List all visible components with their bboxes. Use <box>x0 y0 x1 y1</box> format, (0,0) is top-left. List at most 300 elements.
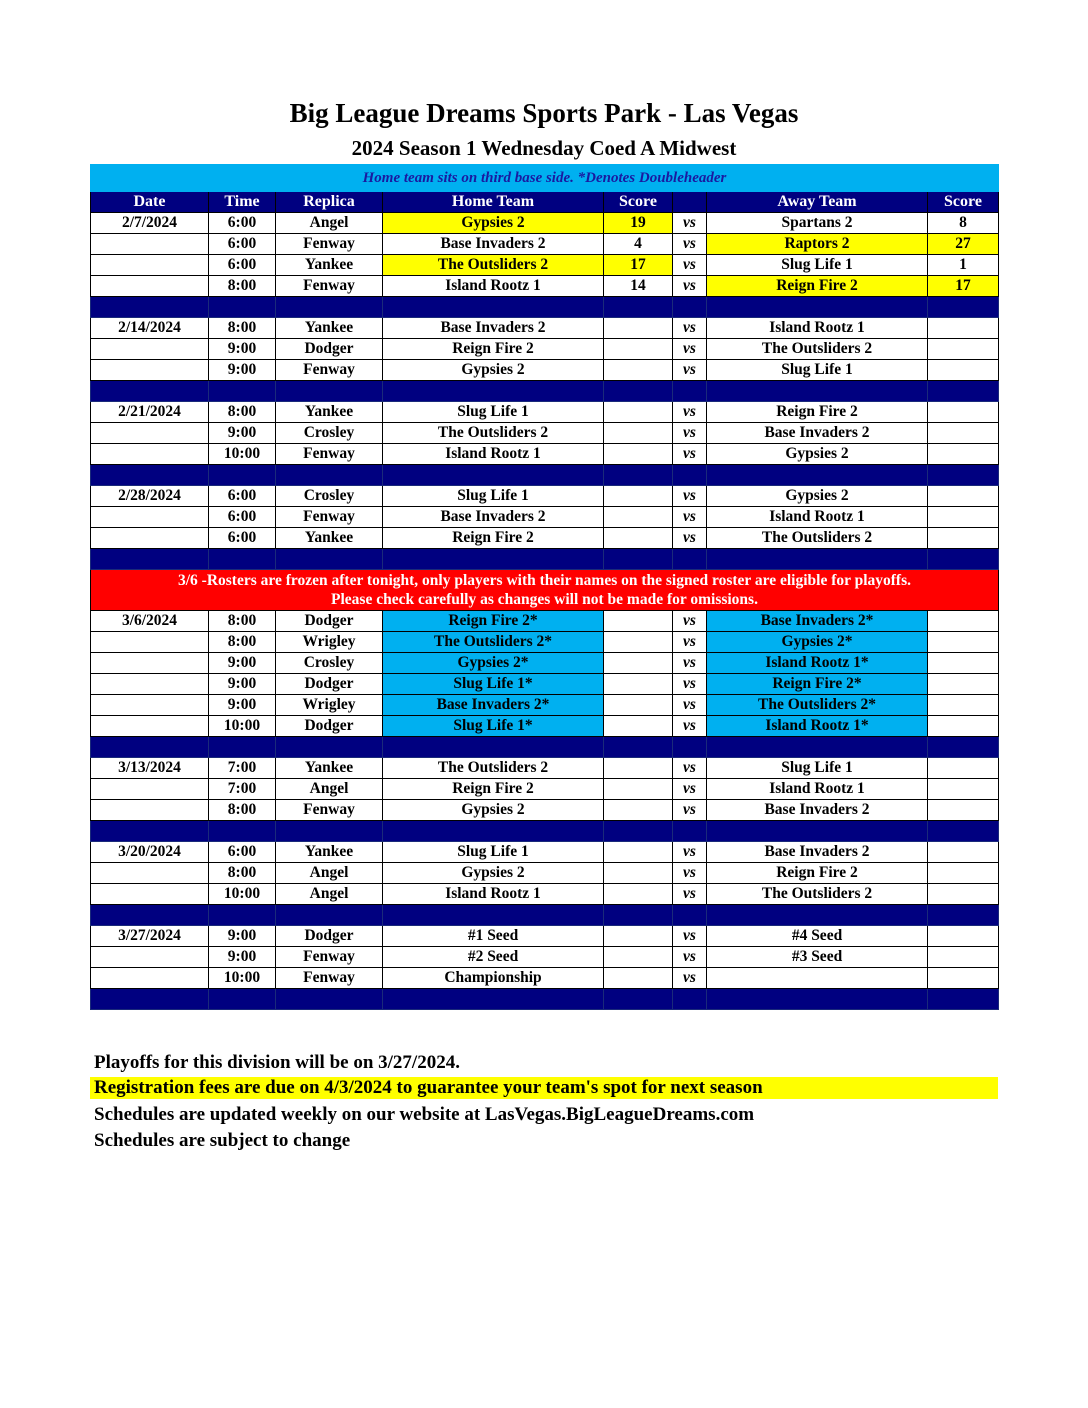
home-score: 19 <box>604 213 673 234</box>
separator-cell <box>209 297 276 318</box>
game-date <box>91 716 209 737</box>
separator-cell <box>673 821 707 842</box>
away-score <box>928 695 999 716</box>
away-team: Slug Life 1 <box>707 758 928 779</box>
away-score <box>928 968 999 989</box>
separator-cell <box>707 737 928 758</box>
game-row <box>91 528 999 549</box>
game-field: Dodger <box>276 926 383 947</box>
away-team: Reign Fire 2 <box>707 863 928 884</box>
away-score <box>928 402 999 423</box>
game-row <box>91 318 999 339</box>
separator-cell <box>383 821 604 842</box>
week-separator <box>91 905 999 926</box>
separator-cell <box>209 737 276 758</box>
game-date <box>91 674 209 695</box>
home-team: Gypsies 2 <box>383 213 604 234</box>
week-separator <box>91 465 999 486</box>
game-row <box>91 674 999 695</box>
separator-cell <box>276 905 383 926</box>
home-score <box>604 800 673 821</box>
away-score <box>928 884 999 905</box>
separator-cell <box>707 381 928 402</box>
away-team: Slug Life 1 <box>707 360 928 381</box>
separator-cell <box>91 989 209 1010</box>
away-team: Reign Fire 2 <box>707 402 928 423</box>
game-time: 9:00 <box>209 360 276 381</box>
col-away-score: Score <box>928 192 999 213</box>
game-row <box>91 255 999 276</box>
home-team: Base Invaders 2 <box>383 234 604 255</box>
home-team: Reign Fire 2 <box>383 528 604 549</box>
home-score <box>604 716 673 737</box>
separator-cell <box>276 737 383 758</box>
game-time: 9:00 <box>209 653 276 674</box>
home-score <box>604 695 673 716</box>
away-team: Base Invaders 2 <box>707 800 928 821</box>
separator-cell <box>209 905 276 926</box>
home-score: 14 <box>604 276 673 297</box>
col-away-team: Away Team <box>707 192 928 213</box>
away-score <box>928 632 999 653</box>
game-field: Fenway <box>276 444 383 465</box>
away-score <box>928 444 999 465</box>
game-field: Angel <box>276 863 383 884</box>
col-vs <box>673 192 707 213</box>
away-score: 1 <box>928 255 999 276</box>
week-separator <box>91 549 999 570</box>
game-row <box>91 276 999 297</box>
game-field: Wrigley <box>276 695 383 716</box>
game-date <box>91 507 209 528</box>
home-score <box>604 968 673 989</box>
game-field: Yankee <box>276 318 383 339</box>
separator-cell <box>276 989 383 1010</box>
game-date <box>91 653 209 674</box>
game-time: 9:00 <box>209 695 276 716</box>
week-separator <box>91 737 999 758</box>
separator-cell <box>91 905 209 926</box>
home-team: Gypsies 2 <box>383 863 604 884</box>
away-team: Base Invaders 2* <box>707 611 928 632</box>
separator-cell <box>276 465 383 486</box>
game-field: Fenway <box>276 800 383 821</box>
away-team: Raptors 2 <box>707 234 928 255</box>
away-team: Spartans 2 <box>707 213 928 234</box>
game-date: 3/27/2024 <box>91 926 209 947</box>
separator-cell <box>707 821 928 842</box>
away-score <box>928 674 999 695</box>
separator-cell <box>276 297 383 318</box>
away-team: Island Rootz 1 <box>707 779 928 800</box>
game-row <box>91 213 999 234</box>
home-score <box>604 486 673 507</box>
footer-playoffs: Playoffs for this division will be on 3/27/2024. <box>94 1052 460 1073</box>
vs-label: vs <box>673 402 707 423</box>
away-score <box>928 360 999 381</box>
game-field: Wrigley <box>276 632 383 653</box>
game-row <box>91 402 999 423</box>
col-home-score: Score <box>604 192 673 213</box>
separator-cell <box>707 905 928 926</box>
vs-label: vs <box>673 507 707 528</box>
game-date <box>91 423 209 444</box>
col-home-team: Home Team <box>383 192 604 213</box>
game-field: Angel <box>276 884 383 905</box>
separator-cell <box>707 989 928 1010</box>
game-time: 6:00 <box>209 213 276 234</box>
away-team: Island Rootz 1 <box>707 507 928 528</box>
home-score <box>604 863 673 884</box>
game-row <box>91 779 999 800</box>
separator-cell <box>91 297 209 318</box>
game-date <box>91 968 209 989</box>
away-team: Reign Fire 2* <box>707 674 928 695</box>
game-time: 8:00 <box>209 318 276 339</box>
away-score <box>928 863 999 884</box>
game-date: 2/7/2024 <box>91 213 209 234</box>
separator-cell <box>604 737 673 758</box>
separator-cell <box>91 821 209 842</box>
home-team: Reign Fire 2 <box>383 339 604 360</box>
game-field: Fenway <box>276 507 383 528</box>
game-date <box>91 255 209 276</box>
away-score: 27 <box>928 234 999 255</box>
game-time: 8:00 <box>209 276 276 297</box>
separator-cell <box>276 549 383 570</box>
separator-cell <box>604 381 673 402</box>
home-team: The Outsliders 2* <box>383 632 604 653</box>
vs-label: vs <box>673 800 707 821</box>
game-time: 6:00 <box>209 255 276 276</box>
separator-cell <box>383 297 604 318</box>
separator-cell <box>276 381 383 402</box>
separator-cell <box>928 737 999 758</box>
vs-label: vs <box>673 528 707 549</box>
home-team: Base Invaders 2* <box>383 695 604 716</box>
home-score <box>604 360 673 381</box>
home-score <box>604 507 673 528</box>
game-time: 10:00 <box>209 444 276 465</box>
home-team: Reign Fire 2* <box>383 611 604 632</box>
away-score <box>928 716 999 737</box>
away-team: Island Rootz 1* <box>707 653 928 674</box>
home-score <box>604 653 673 674</box>
game-row <box>91 863 999 884</box>
home-team: Slug Life 1 <box>383 486 604 507</box>
game-row <box>91 947 999 968</box>
game-field: Angel <box>276 213 383 234</box>
game-date <box>91 360 209 381</box>
game-date <box>91 863 209 884</box>
away-team: The Outsliders 2 <box>707 884 928 905</box>
home-team: Gypsies 2* <box>383 653 604 674</box>
game-time: 6:00 <box>209 528 276 549</box>
home-team: Championship <box>383 968 604 989</box>
home-score: 4 <box>604 234 673 255</box>
game-field: Yankee <box>276 255 383 276</box>
game-field: Fenway <box>276 276 383 297</box>
footer-change: Schedules are subject to change <box>94 1130 351 1151</box>
away-score <box>928 423 999 444</box>
game-date <box>91 884 209 905</box>
vs-label: vs <box>673 968 707 989</box>
game-date <box>91 444 209 465</box>
home-score <box>604 884 673 905</box>
vs-label: vs <box>673 611 707 632</box>
vs-label: vs <box>673 695 707 716</box>
away-team: Slug Life 1 <box>707 255 928 276</box>
game-row <box>91 507 999 528</box>
home-team: Island Rootz 1 <box>383 444 604 465</box>
home-team: The Outsliders 2 <box>383 255 604 276</box>
home-team: #1 Seed <box>383 926 604 947</box>
game-time: 9:00 <box>209 339 276 360</box>
home-team: Island Rootz 1 <box>383 884 604 905</box>
home-team: #2 Seed <box>383 947 604 968</box>
notice-text: Home team sits on third base side. *Denotes Doubleheader <box>91 165 999 192</box>
home-team: Slug Life 1* <box>383 674 604 695</box>
away-score <box>928 779 999 800</box>
away-score <box>928 318 999 339</box>
game-field: Crosley <box>276 653 383 674</box>
vs-label: vs <box>673 716 707 737</box>
away-score <box>928 528 999 549</box>
game-field: Dodger <box>276 339 383 360</box>
footer-registration: Registration fees are due on 4/3/2024 to guarantee your team's spot for next season <box>90 1077 998 1099</box>
home-score <box>604 674 673 695</box>
vs-label: vs <box>673 339 707 360</box>
game-date: 2/14/2024 <box>91 318 209 339</box>
game-field: Dodger <box>276 611 383 632</box>
vs-label: vs <box>673 884 707 905</box>
roster-alert <box>91 570 999 611</box>
game-time: 9:00 <box>209 926 276 947</box>
game-row <box>91 423 999 444</box>
separator-cell <box>928 465 999 486</box>
home-team: Slug Life 1 <box>383 402 604 423</box>
game-time: 8:00 <box>209 863 276 884</box>
separator-cell <box>928 905 999 926</box>
away-team: Base Invaders 2 <box>707 842 928 863</box>
game-field: Yankee <box>276 758 383 779</box>
home-score <box>604 528 673 549</box>
game-time: 10:00 <box>209 968 276 989</box>
game-row <box>91 800 999 821</box>
game-row <box>91 611 999 632</box>
home-score <box>604 926 673 947</box>
game-row <box>91 360 999 381</box>
home-team: Base Invaders 2 <box>383 318 604 339</box>
separator-cell <box>209 989 276 1010</box>
separator-cell <box>673 549 707 570</box>
separator-cell <box>209 465 276 486</box>
game-field: Fenway <box>276 968 383 989</box>
separator-cell <box>604 905 673 926</box>
vs-label: vs <box>673 486 707 507</box>
separator-cell <box>707 549 928 570</box>
vs-label: vs <box>673 255 707 276</box>
game-date <box>91 339 209 360</box>
away-score <box>928 486 999 507</box>
separator-cell <box>673 737 707 758</box>
game-time: 7:00 <box>209 779 276 800</box>
vs-label: vs <box>673 758 707 779</box>
separator-cell <box>209 821 276 842</box>
game-time: 6:00 <box>209 507 276 528</box>
page-subtitle: 2024 Season 1 Wednesday Coed A Midwest <box>351 136 737 160</box>
game-time: 8:00 <box>209 800 276 821</box>
home-team: Reign Fire 2 <box>383 779 604 800</box>
game-date: 2/28/2024 <box>91 486 209 507</box>
home-score <box>604 444 673 465</box>
game-date <box>91 947 209 968</box>
separator-cell <box>604 821 673 842</box>
game-date <box>91 276 209 297</box>
home-team: The Outsliders 2 <box>383 758 604 779</box>
away-team: The Outsliders 2 <box>707 339 928 360</box>
separator-cell <box>383 465 604 486</box>
game-time: 6:00 <box>209 486 276 507</box>
col-replica: Replica <box>276 192 383 213</box>
game-date <box>91 632 209 653</box>
away-score <box>928 339 999 360</box>
vs-label: vs <box>673 653 707 674</box>
home-score <box>604 423 673 444</box>
home-score <box>604 947 673 968</box>
vs-label: vs <box>673 360 707 381</box>
home-score <box>604 611 673 632</box>
game-time: 8:00 <box>209 611 276 632</box>
vs-label: vs <box>673 779 707 800</box>
home-team: Gypsies 2 <box>383 360 604 381</box>
game-date <box>91 528 209 549</box>
separator-cell <box>928 989 999 1010</box>
separator-cell <box>383 989 604 1010</box>
away-score <box>928 947 999 968</box>
game-time: 9:00 <box>209 947 276 968</box>
game-row <box>91 234 999 255</box>
week-separator <box>91 821 999 842</box>
game-field: Dodger <box>276 674 383 695</box>
separator-cell <box>91 549 209 570</box>
game-field: Fenway <box>276 234 383 255</box>
home-score: 17 <box>604 255 673 276</box>
game-time: 10:00 <box>209 884 276 905</box>
away-team: #4 Seed <box>707 926 928 947</box>
separator-cell <box>928 821 999 842</box>
away-score <box>928 507 999 528</box>
home-score <box>604 779 673 800</box>
col-date: Date <box>91 192 209 213</box>
vs-label: vs <box>673 863 707 884</box>
separator-cell <box>383 737 604 758</box>
away-team: Island Rootz 1 <box>707 318 928 339</box>
game-row <box>91 884 999 905</box>
game-row <box>91 842 999 863</box>
game-time: 6:00 <box>209 842 276 863</box>
game-row <box>91 339 999 360</box>
home-team: Slug Life 1* <box>383 716 604 737</box>
away-score: 8 <box>928 213 999 234</box>
home-score <box>604 318 673 339</box>
away-score <box>928 842 999 863</box>
game-row <box>91 926 999 947</box>
vs-label: vs <box>673 674 707 695</box>
game-date <box>91 234 209 255</box>
game-time: 6:00 <box>209 234 276 255</box>
home-score <box>604 339 673 360</box>
game-row <box>91 695 999 716</box>
header-row <box>91 192 999 213</box>
game-date: 3/6/2024 <box>91 611 209 632</box>
separator-cell <box>707 297 928 318</box>
away-score <box>928 653 999 674</box>
game-row <box>91 716 999 737</box>
game-row <box>91 632 999 653</box>
vs-label: vs <box>673 632 707 653</box>
game-field: Yankee <box>276 528 383 549</box>
away-team: The Outsliders 2* <box>707 695 928 716</box>
away-team: Gypsies 2 <box>707 486 928 507</box>
home-score <box>604 842 673 863</box>
vs-label: vs <box>673 276 707 297</box>
game-time: 9:00 <box>209 674 276 695</box>
roster-alert-row <box>91 570 999 611</box>
away-score: 17 <box>928 276 999 297</box>
page-title: Big League Dreams Sports Park - Las Vegas <box>289 98 799 128</box>
away-team: Reign Fire 2 <box>707 276 928 297</box>
game-row <box>91 758 999 779</box>
game-row <box>91 486 999 507</box>
separator-cell <box>928 381 999 402</box>
footer-website: Schedules are updated weekly on our website at LasVegas.BigLeagueDreams.com <box>94 1104 755 1125</box>
game-field: Fenway <box>276 360 383 381</box>
schedule-table <box>90 164 999 1010</box>
home-score <box>604 402 673 423</box>
week-separator <box>91 989 999 1010</box>
separator-cell <box>604 989 673 1010</box>
away-score <box>928 800 999 821</box>
game-row <box>91 444 999 465</box>
away-team: The Outsliders 2 <box>707 528 928 549</box>
schedule-body <box>91 213 999 1010</box>
week-separator <box>91 297 999 318</box>
alert-line-2: Please check carefully as changes will not be made for omissions. <box>331 591 758 608</box>
separator-cell <box>383 905 604 926</box>
game-date <box>91 695 209 716</box>
game-field: Yankee <box>276 842 383 863</box>
separator-cell <box>209 381 276 402</box>
separator-cell <box>383 549 604 570</box>
notice-row <box>91 165 999 192</box>
vs-label: vs <box>673 423 707 444</box>
vs-label: vs <box>673 947 707 968</box>
game-field: Crosley <box>276 423 383 444</box>
game-field: Yankee <box>276 402 383 423</box>
game-date: 3/20/2024 <box>91 842 209 863</box>
away-team: Island Rootz 1* <box>707 716 928 737</box>
game-field: Dodger <box>276 716 383 737</box>
game-field: Crosley <box>276 486 383 507</box>
separator-cell <box>928 549 999 570</box>
away-team <box>707 968 928 989</box>
away-team: Gypsies 2* <box>707 632 928 653</box>
game-date <box>91 800 209 821</box>
away-team: Gypsies 2 <box>707 444 928 465</box>
away-team: #3 Seed <box>707 947 928 968</box>
game-field: Angel <box>276 779 383 800</box>
